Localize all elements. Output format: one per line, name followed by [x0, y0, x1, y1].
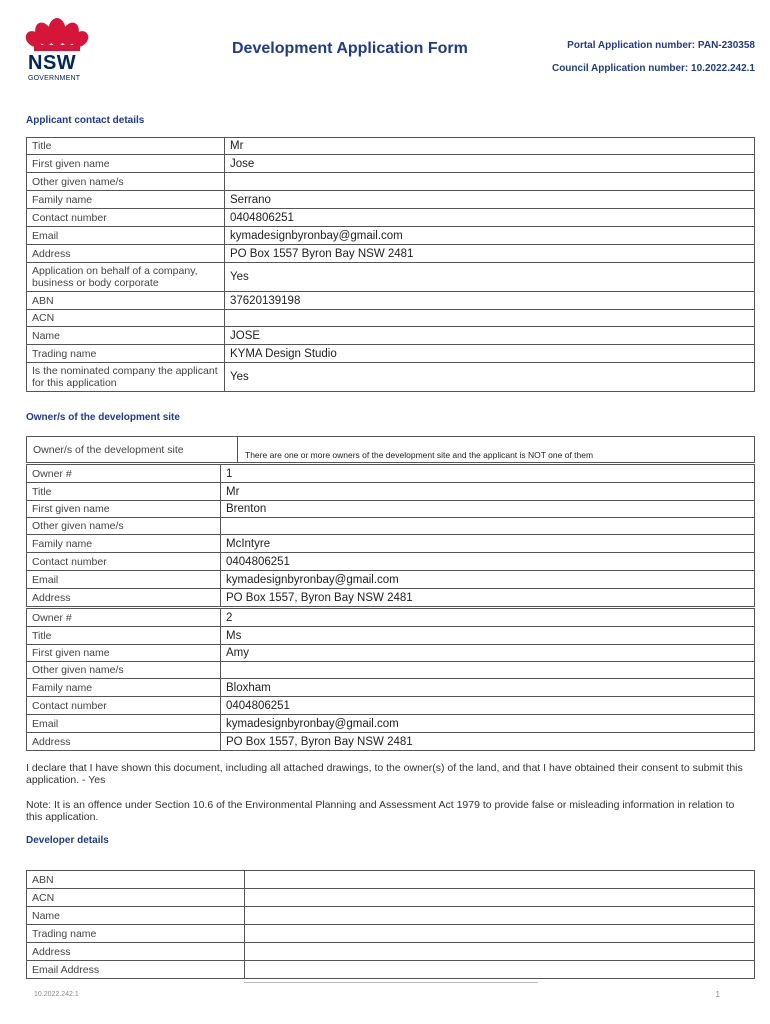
- table-row: [27, 907, 755, 925]
- field-label: Email Address: [27, 961, 245, 979]
- council-application-number: Council Application number: 10.2022.242.1: [551, 63, 755, 74]
- page-title: Development Application Form: [232, 40, 468, 57]
- table-row: [27, 679, 755, 697]
- field-value: 0404806251: [221, 697, 755, 715]
- field-label: Address: [27, 245, 225, 263]
- nsw-government-logo: [24, 12, 90, 86]
- field-value: McIntyre: [221, 535, 755, 553]
- column-divider: [237, 437, 238, 462]
- field-label: Owner #: [27, 465, 221, 483]
- field-label: Address: [27, 589, 221, 607]
- offence-note: Note: It is an offence under Section 10.6 of the Environmental Planning and Assessment Act 1979 to provide false or misleading information in relation to this application.: [26, 799, 735, 823]
- field-label: Trading name: [27, 925, 245, 943]
- field-value: JOSE: [225, 327, 755, 345]
- field-label: Address: [27, 943, 245, 961]
- field-label: Other given name/s: [27, 518, 221, 535]
- table-row: [27, 925, 755, 943]
- field-value: 37620139198: [225, 292, 755, 310]
- table-row: [27, 138, 755, 155]
- table-row: [27, 627, 755, 645]
- table-row: [27, 483, 755, 501]
- field-value: 2: [221, 609, 755, 627]
- field-value: [221, 662, 755, 679]
- field-value: Mr: [225, 138, 755, 155]
- field-value: PO Box 1557 Byron Bay NSW 2481: [225, 245, 755, 263]
- page-number: 1: [715, 990, 720, 999]
- field-label: ABN: [27, 292, 225, 310]
- table-row: [27, 535, 755, 553]
- field-value: Yes: [225, 363, 755, 392]
- table-row: [27, 889, 755, 907]
- field-label: ACN: [27, 310, 225, 327]
- table-row: [27, 263, 755, 292]
- table-row: [27, 943, 755, 961]
- owner-1-table: [26, 464, 755, 607]
- field-label: Family name: [27, 535, 221, 553]
- field-value: 0404806251: [221, 553, 755, 571]
- portal-application-number: Portal Application number: PAN-230358: [567, 40, 755, 51]
- table-row: [27, 715, 755, 733]
- table-row: [27, 191, 755, 209]
- owner-consent-declaration: I declare that I have shown this document, including all attached drawings, to the owner(s) of the land, and that I have obtained their consent to submit this application. - Yes: [26, 762, 743, 786]
- owners-summary-row: [26, 436, 755, 463]
- field-label: Family name: [27, 679, 221, 697]
- field-label: ABN: [27, 871, 245, 889]
- field-value: kymadesignbyronbay@gmail.com: [225, 227, 755, 245]
- field-value: 0404806251: [225, 209, 755, 227]
- field-label: Email: [27, 227, 225, 245]
- table-row: [27, 465, 755, 483]
- field-value: Mr: [221, 483, 755, 501]
- field-value: Yes: [225, 263, 755, 292]
- developer-section-heading: Developer details: [26, 835, 109, 846]
- table-row: [27, 227, 755, 245]
- field-label: Other given name/s: [27, 173, 225, 191]
- field-label: Contact number: [27, 697, 221, 715]
- field-value: [225, 310, 755, 327]
- field-label: Title: [27, 483, 221, 501]
- table-row: [27, 697, 755, 715]
- table-row: [27, 363, 755, 392]
- field-label: Family name: [27, 191, 225, 209]
- developer-table: [26, 870, 755, 979]
- field-value: [245, 907, 755, 925]
- table-row: [27, 553, 755, 571]
- field-value: Serrano: [225, 191, 755, 209]
- field-value: [245, 961, 755, 979]
- footer-reference: 10.2022.242.1: [34, 991, 79, 998]
- field-value: PO Box 1557, Byron Bay NSW 2481: [221, 733, 755, 751]
- table-row: [27, 292, 755, 310]
- field-label: First given name: [27, 155, 225, 173]
- field-value: [245, 889, 755, 907]
- field-value: [225, 173, 755, 191]
- owners-section-heading: Owner/s of the development site: [26, 412, 180, 423]
- owner-2-table: [26, 608, 755, 751]
- table-row: [27, 645, 755, 662]
- table-row: [27, 173, 755, 191]
- field-value: kymadesignbyronbay@gmail.com: [221, 571, 755, 589]
- field-label: Trading name: [27, 345, 225, 363]
- field-label: Is the nominated company the applicant for this application: [27, 363, 225, 392]
- field-value: Amy: [221, 645, 755, 662]
- field-label: Contact number: [27, 553, 221, 571]
- table-row: [27, 589, 755, 607]
- logo-government-text: GOVERNMENT: [28, 75, 81, 82]
- field-label: Owner #: [27, 609, 221, 627]
- field-value: kymadesignbyronbay@gmail.com: [221, 715, 755, 733]
- field-label: Title: [27, 138, 225, 155]
- field-value: [245, 925, 755, 943]
- field-label: Email: [27, 715, 221, 733]
- field-label: First given name: [27, 501, 221, 518]
- field-value: Bloxham: [221, 679, 755, 697]
- table-row: [27, 571, 755, 589]
- table-row: [27, 327, 755, 345]
- table-row: [27, 733, 755, 751]
- field-label: ACN: [27, 889, 245, 907]
- field-value: Jose: [225, 155, 755, 173]
- footer-divider: [244, 982, 538, 983]
- applicant-section-heading: Applicant contact details: [26, 115, 145, 126]
- table-row: [27, 310, 755, 327]
- field-value: 1: [221, 465, 755, 483]
- table-row: [27, 345, 755, 363]
- field-label: First given name: [27, 645, 221, 662]
- field-value: Brenton: [221, 501, 755, 518]
- waratah-icon: [24, 12, 90, 52]
- field-label: Application on behalf of a company, business or body corporate: [27, 263, 225, 292]
- field-value: Ms: [221, 627, 755, 645]
- logo-nsw-text: NSW: [28, 52, 77, 74]
- table-row: [27, 245, 755, 263]
- field-label: Address: [27, 733, 221, 751]
- field-value: [245, 871, 755, 889]
- field-label: Name: [27, 907, 245, 925]
- table-row: [27, 518, 755, 535]
- table-row: [27, 209, 755, 227]
- field-value: KYMA Design Studio: [225, 345, 755, 363]
- field-label: Title: [27, 627, 221, 645]
- applicant-table: [26, 137, 755, 392]
- table-row: [27, 871, 755, 889]
- field-label: Name: [27, 327, 225, 345]
- field-value: There are one or more owners of the development site and the applicant is NOT one of them: [245, 450, 594, 460]
- field-value: PO Box 1557, Byron Bay NSW 2481: [221, 589, 755, 607]
- table-row: [27, 501, 755, 518]
- field-label: Email: [27, 571, 221, 589]
- field-value: [221, 518, 755, 535]
- field-value: [245, 943, 755, 961]
- field-label: Owner/s of the development site: [33, 444, 184, 456]
- table-row: [27, 155, 755, 173]
- field-label: Contact number: [27, 209, 225, 227]
- table-row: [27, 609, 755, 627]
- table-row: [27, 662, 755, 679]
- field-label: Other given name/s: [27, 662, 221, 679]
- table-row: [27, 961, 755, 979]
